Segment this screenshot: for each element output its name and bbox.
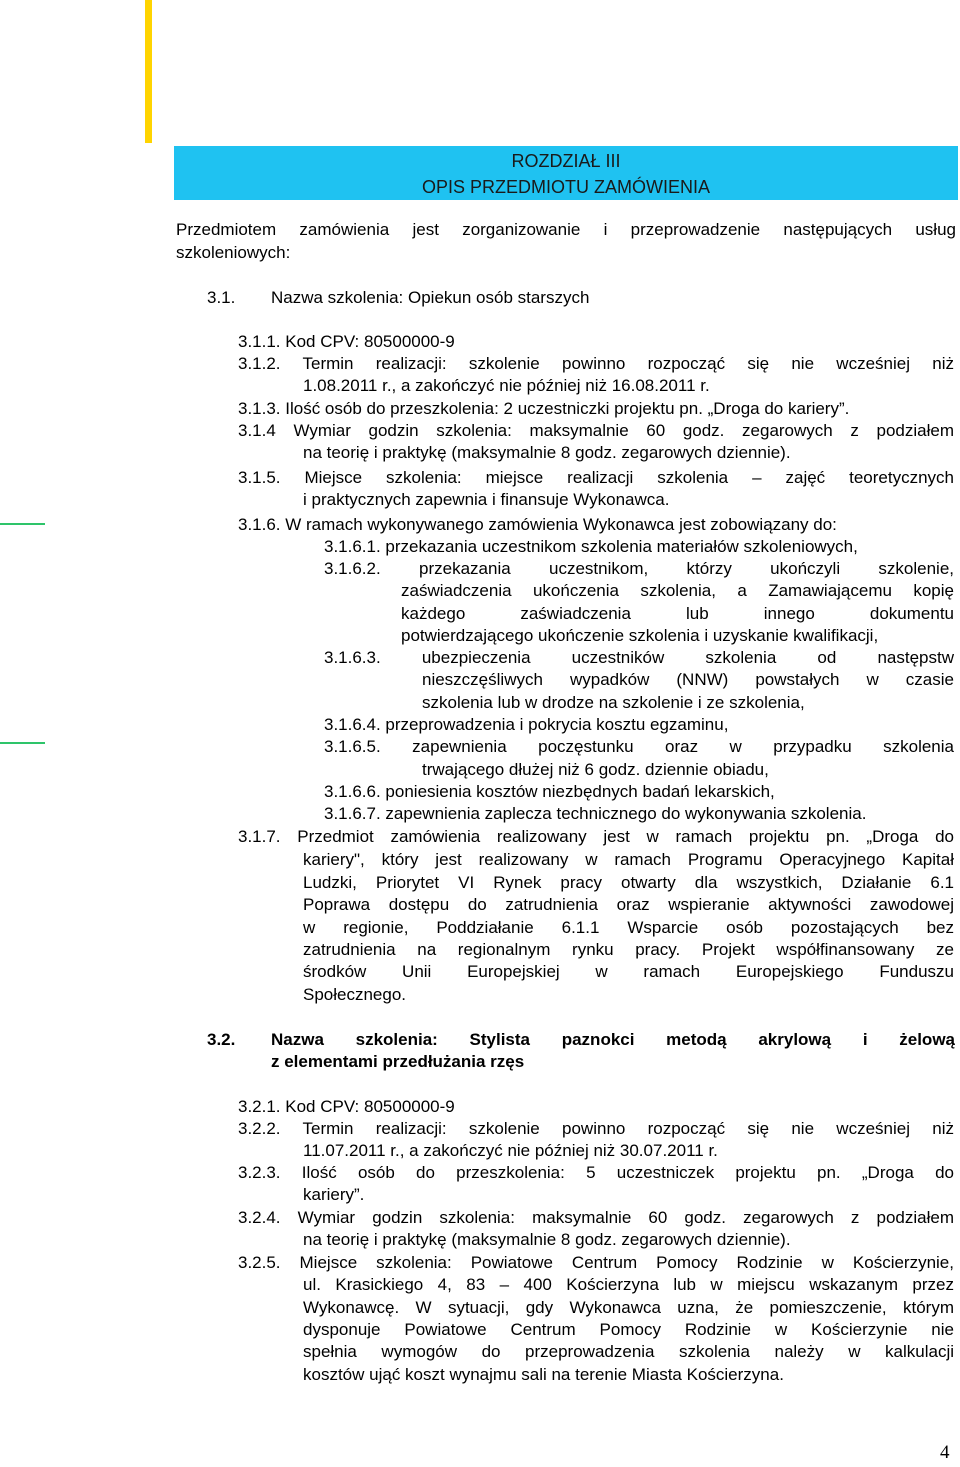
list-item: 3.2.3. Ilość osób do przeszkolenia: 5 uczestniczek projektu pn. „Droga do [238, 1163, 954, 1182]
list-item-cont: zatrudnienia na regionalnym rynku pracy. Projekt współfinansowany ze [303, 940, 954, 959]
list-item-cont: w regionie, Poddziałanie 6.1.1 Wsparcie osób pozostających bez [303, 918, 954, 937]
list-item-cont: 11.07.2011 r., a zakończyć nie później niż 30.07.2011 r. [303, 1141, 718, 1160]
list-item: 3.1.5. Miejsce szkolenia: miejsce realizacji szkolenia – zajęć teoretycznych [238, 468, 954, 487]
list-item-cont: Społecznego. [303, 985, 407, 1004]
section-number: 3.1. [207, 288, 236, 307]
list-item-cont: dysponuje Powiatowe Centrum Pomocy Rodzinie w Kościerzynie nie [303, 1320, 954, 1339]
list-item-cont: 1.08.2011 r., a zakończyć nie później niż 16.08.2011 r. [303, 376, 710, 395]
chapter-subtitle: OPIS PRZEDMIOTU ZAMÓWIENIA [421, 177, 710, 197]
accent-bar [145, 0, 152, 143]
chapter-header [174, 146, 958, 200]
section-title-cont: z elementami przedłużania rzęs [271, 1052, 525, 1071]
list-item: 3.1.7. Przedmiot zamówienia realizowany jest w ramach projektu pn. „Droga do [238, 827, 954, 846]
sub-item: 3.1.6.7. zapewnienia zaplecza technicznego do wykonywania szkolenia. [324, 804, 867, 823]
list-item-cont: kariery", który jest realizowany w ramach Programu Operacyjnego Kapitał [303, 850, 954, 869]
sub-item-cont: nieszczęśliwych wypadków (NNW) powstałych w czasie [422, 670, 954, 689]
section-title: Nazwa szkolenia: Opiekun osób starszych [271, 288, 590, 307]
page-number: 4 [940, 1442, 950, 1463]
list-item-cont: na teorię i praktykę (maksymalnie 8 godz. zegarowych dziennie). [303, 443, 791, 462]
sub-item-cont: szkolenia lub w drodze na szkolenie i ze szkolenia, [422, 693, 805, 712]
sub-item: 3.1.6.6. poniesienia kosztów niezbędnych badań lekarskich, [324, 782, 775, 801]
list-item: 3.1.1. Kod CPV: 80500000-9 [238, 332, 455, 351]
intro-line: szkoleniowych: [176, 243, 291, 262]
chapter-title: ROZDZIAŁ III [511, 151, 621, 171]
list-item: 3.1.4 Wymiar godzin szkolenia: maksymalnie 60 godz. zegarowych z podziałem [238, 421, 954, 440]
list-item-cont: kariery”. [303, 1185, 365, 1204]
margin-mark [0, 523, 45, 525]
sub-item-cont: każdego zaświadczenia lub innego dokumentu [401, 604, 954, 623]
list-item-cont: spełnia wymogów do przeprowadzenia szkolenia należy w kalkulacji [303, 1342, 954, 1361]
sub-item-cont: potwierdzającego ukończenie szkolenia i uzyskanie kwalifikacji, [401, 626, 879, 645]
list-item: 3.2.1. Kod CPV: 80500000-9 [238, 1097, 455, 1116]
list-item-cont: środków Unii Europejskiej w ramach Europejskiego Funduszu [303, 962, 954, 981]
sub-item: 3.1.6.1. przekazania uczestnikom szkolenia materiałów szkoleniowych, [324, 537, 858, 556]
list-item: 3.2.5. Miejsce szkolenia: Powiatowe Centrum Pomocy Rodzinie w Kościerzynie, [238, 1253, 954, 1272]
sub-item: 3.1.6.2. przekazania uczestnikom, którzy ukończyli szkolenie, [324, 559, 954, 578]
list-item-cont: Wykonawcę. W sytuacji, gdy Wykonawca uzna, że pomieszczenie, którym [303, 1298, 954, 1317]
section-number: 3.2. [207, 1030, 236, 1049]
list-item-cont: Poprawa dostępu do zatrudnienia oraz wspieranie aktywności zawodowej [303, 895, 954, 914]
sub-item: 3.1.6.5. zapewnienia poczęstunku oraz w przypadku szkolenia [324, 737, 954, 756]
sub-item: 3.1.6.3. ubezpieczenia uczestników szkolenia od następstw [324, 648, 954, 667]
list-item-cont: i praktycznych zapewnia i finansuje Wykonawca. [303, 490, 670, 509]
list-item-cont: ul. Krasickiego 4, 83 – 400 Kościerzyna lub w miejscu wskazanym przez [303, 1275, 954, 1294]
list-item: 3.1.2. Termin realizacji: szkolenie powinno rozpocząć się nie wcześniej niż [238, 354, 954, 373]
list-item-cont: Ludzki, Priorytet VI Rynek pracy otwarty dla wszystkich, Działanie 6.1 [303, 873, 954, 892]
list-item: 3.2.2. Termin realizacji: szkolenie powinno rozpocząć się nie wcześniej niż [238, 1119, 954, 1138]
sub-item-cont: trwającego dłużej niż 6 godz. dziennie obiadu, [422, 760, 769, 779]
list-item-cont: na teorię i praktykę (maksymalnie 8 godz. zegarowych dziennie). [303, 1230, 791, 1249]
list-item: 3.1.6. W ramach wykonywanego zamówienia Wykonawca jest zobowiązany do: [238, 515, 837, 534]
list-item: 3.2.4. Wymiar godzin szkolenia: maksymalnie 60 godz. zegarowych z podziałem [238, 1208, 954, 1227]
margin-mark [0, 742, 45, 744]
section-title: Nazwa szkolenia: Stylista paznokci metodą akrylową i żelową [271, 1030, 955, 1049]
list-item-cont: kosztów ująć koszt wynajmu sali na terenie Miasta Kościerzyna. [303, 1365, 784, 1384]
intro-line: Przedmiotem zamówienia jest zorganizowanie i przeprowadzenie następujących usług [176, 220, 956, 239]
sub-item: 3.1.6.4. przeprowadzenia i pokrycia kosztu egzaminu, [324, 715, 729, 734]
list-item: 3.1.3. Ilość osób do przeszkolenia: 2 uczestniczki projektu pn. „Droga do kariery”. [238, 399, 850, 418]
sub-item-cont: zaświadczenia ukończenia szkolenia, a Zamawiającemu kopię [401, 581, 954, 600]
